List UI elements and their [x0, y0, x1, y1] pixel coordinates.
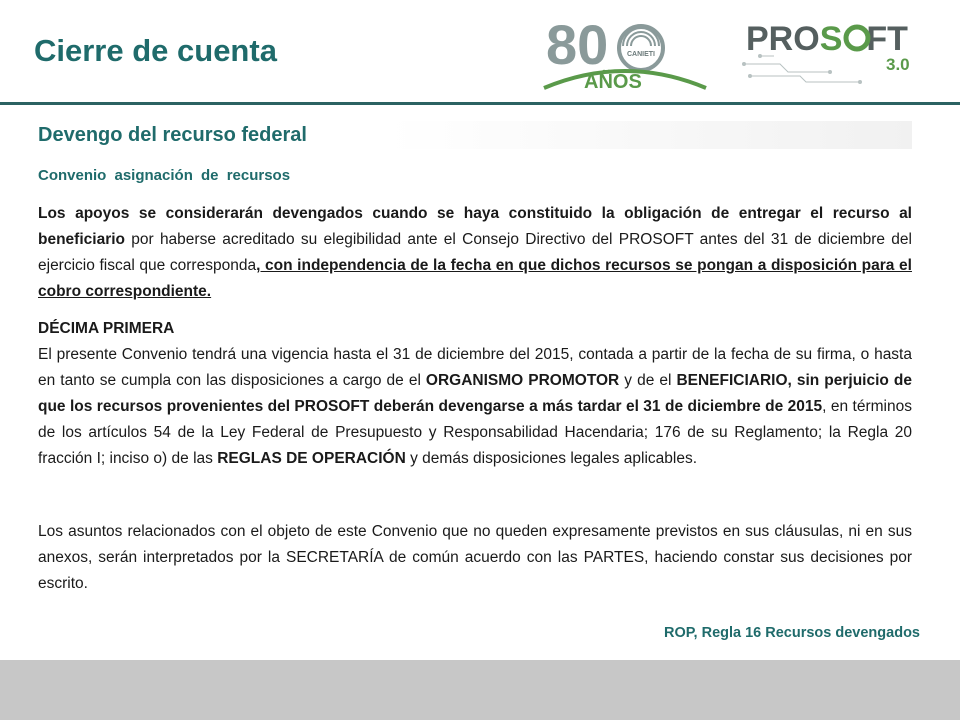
- svg-text:PROSFT: PROS FT: [746, 20, 908, 58]
- section-heading-bar: [38, 121, 912, 149]
- svg-text:CANIETI: CANIETI: [627, 51, 655, 58]
- p2-bold-1: ORGANISMO PROMOTOR: [425, 372, 620, 389]
- paragraph-decima-primera: [38, 316, 912, 472]
- section-heading: Devengo del recurso federal: [38, 124, 307, 146]
- svg-text:3.0: 3.0: [886, 55, 910, 74]
- canieti-80-anos-logo: [540, 16, 710, 92]
- p2-text-4: y demás disposiciones legales aplicables.: [405, 450, 698, 467]
- paragraph-devengo: [38, 201, 912, 305]
- p2-text-1: El presente Convenio tendrá una vigencia hasta el 31 de diciembre del 2015, contada a partir de la fecha de su firma, o hasta en tanto se cumpla con las disposiciones a cargo de el: [38, 346, 912, 389]
- prosoft-3-logo: [740, 12, 930, 90]
- svg-text:AÑOS: AÑOS: [584, 71, 642, 92]
- p2-bold-2: BENEFICIARIO, sin perjuicio de que los recursos provenientes del PROSOFT deberán devengarse a más tardar el 31 de diciembre de 2015: [38, 372, 912, 415]
- p2-text-2: y de el: [619, 372, 677, 389]
- p1-normal-text: por haberse acreditado su elegibilidad ante el Consejo Directivo del PROSOFT antes del 31 de diciembre del ejercicio fiscal que corresponda: [38, 231, 912, 274]
- header-divider: [0, 102, 960, 105]
- footer-bar: [0, 660, 960, 720]
- p1-underlined-text: , con independencia de la fecha en que dichos recursos se pongan a disposición para el cobro correspondiente.: [38, 257, 912, 300]
- svg-text:80: 80: [546, 16, 609, 76]
- page-title: Cierre de cuenta: [34, 33, 277, 68]
- reference-note: ROP, Regla 16 Recursos devengados: [663, 625, 920, 641]
- section-subheading: Convenio asignación de recursos: [38, 167, 291, 184]
- p1-bold-text: Los apoyos se considerarán devengados cuando se haya constituido la obligación de entregar el recurso al beneficiario: [38, 205, 912, 248]
- p2-bold-3: REGLAS DE OPERACIÓN: [217, 450, 406, 467]
- paragraph-asuntos: Los asuntos relacionados con el objeto de este Convenio que no queden expresamente previstos en sus cláusulas, ni en sus anexos, serán interpretados por la SECRETARÍA de común acuerdo con las PARTES, haciendo constar sus decisiones por escrito.: [38, 523, 912, 592]
- p2-text-3: , en términos de los artículos 54 de la Ley Federal de Presupuesto y Responsabilidad Hacendaria; 176 de su Reglamento; la Regla 20 fracción I; inciso o) de las: [38, 398, 912, 467]
- clause-heading: DÉCIMA PRIMERA: [38, 320, 175, 337]
